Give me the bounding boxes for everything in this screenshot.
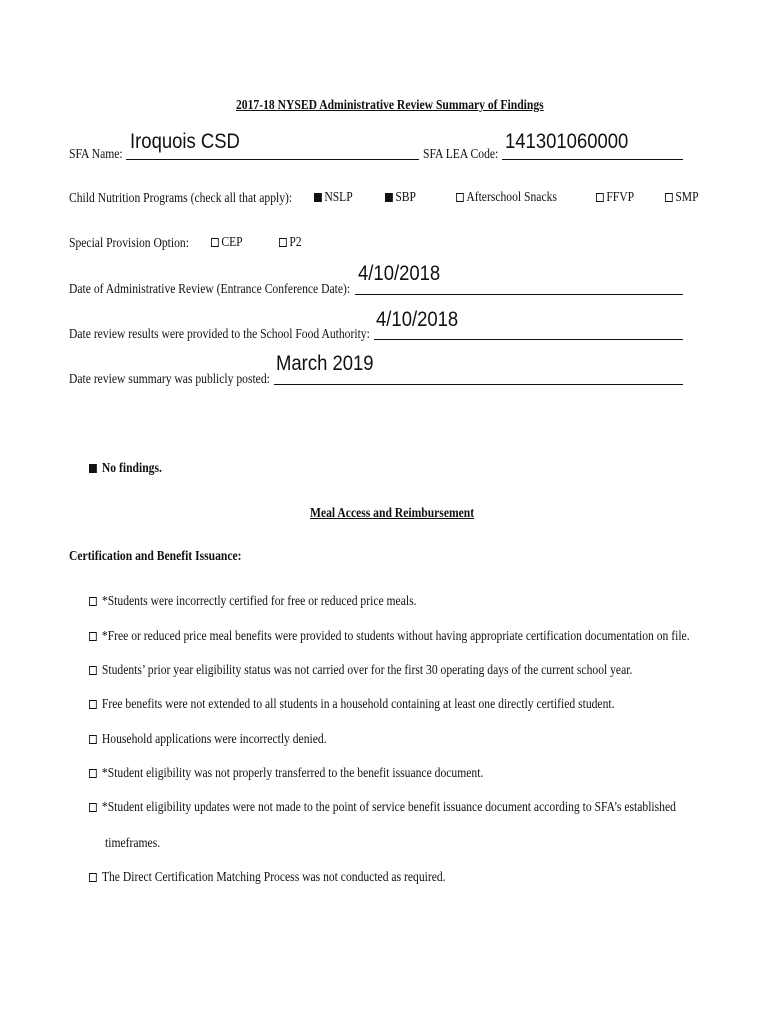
program-smp-checkbox[interactable]	[665, 189, 699, 205]
finding-item[interactable]	[89, 662, 632, 678]
checkbox-checked-icon	[385, 193, 393, 202]
finding-item[interactable]	[89, 731, 327, 747]
checkbox-empty-icon	[89, 803, 97, 812]
finding-item[interactable]	[89, 696, 615, 712]
finding-text: *Student eligibility updates were not made to the point of service benefit issuance document according to SFA’s established	[101, 799, 676, 814]
results-provided-date-underline	[374, 339, 683, 340]
checkbox-empty-icon	[89, 769, 97, 778]
posted-date-underline	[274, 384, 683, 385]
finding-text: Students’ prior year eligibility status was not carried over for the first 30 operating days of the current school year.	[101, 662, 633, 677]
sfa-name-field[interactable]: Iroquois CSD	[130, 130, 240, 153]
checkbox-empty-icon	[596, 193, 604, 202]
sfa-lea-code-underline	[502, 159, 683, 160]
finding-text: *Free or reduced price meal benefits were provided to students without having appropriate certification documentation on file.	[101, 628, 690, 643]
finding-text: *Students were incorrectly certified for free or reduced price meals.	[101, 593, 417, 608]
page-title: 2017-18 NYSED Administrative Review Summary of Findings	[236, 97, 544, 112]
checkbox-checked-icon	[314, 193, 322, 202]
finding-item[interactable]	[89, 869, 446, 885]
special-provision-p2-label: P2	[289, 234, 302, 249]
sfa-name-label: SFA Name:	[69, 146, 123, 161]
program-nslp-checkbox[interactable]	[314, 189, 353, 205]
special-provision-cep-checkbox[interactable]	[211, 234, 243, 250]
subsection-heading: Certification and Benefit Issuance:	[69, 548, 242, 563]
checkbox-empty-icon	[89, 632, 97, 641]
no-findings-label: No findings.	[101, 460, 162, 475]
finding-item[interactable]	[89, 799, 676, 815]
review-date-label: Date of Administrative Review (Entrance Conference Date):	[69, 281, 351, 296]
program-afterschool-snacks-label: Afterschool Snacks	[466, 189, 557, 204]
finding-text-continuation: timeframes.	[105, 835, 161, 850]
program-nslp-label: NSLP	[324, 189, 353, 204]
checkbox-empty-icon	[456, 193, 464, 202]
program-sbp-checkbox[interactable]	[385, 189, 416, 205]
finding-item[interactable]	[89, 765, 483, 781]
finding-text: Household applications were incorrectly denied.	[101, 731, 327, 746]
checkbox-checked-icon	[89, 464, 97, 473]
finding-text: The Direct Certification Matching Process was not conducted as required.	[101, 869, 446, 884]
posted-date-label: Date review summary was publicly posted:	[69, 371, 270, 386]
checkbox-empty-icon	[665, 193, 673, 202]
checkbox-empty-icon	[279, 238, 287, 247]
special-provision-cep-label: CEP	[221, 234, 243, 249]
checkbox-empty-icon	[89, 735, 97, 744]
finding-text: Free benefits were not extended to all students in a household containing at least one directly certified student.	[101, 696, 615, 711]
finding-item[interactable]	[89, 628, 690, 644]
sfa-lea-code-field[interactable]: 141301060000	[505, 130, 629, 153]
checkbox-empty-icon	[89, 597, 97, 606]
review-date-field[interactable]: 4/10/2018	[358, 262, 441, 285]
results-provided-date-label: Date review results were provided to the School Food Authority:	[69, 326, 370, 341]
checkbox-empty-icon	[89, 700, 97, 709]
no-findings-checkbox[interactable]	[89, 460, 162, 476]
section-heading: Meal Access and Reimbursement	[310, 505, 475, 520]
sfa-lea-code-label: SFA LEA Code:	[423, 146, 499, 161]
finding-text: *Student eligibility was not properly transferred to the benefit issuance document.	[101, 765, 484, 780]
checkbox-empty-icon	[211, 238, 219, 247]
review-date-underline	[355, 294, 683, 295]
special-provision-label: Special Provision Option:	[69, 235, 189, 250]
program-afterschool-snacks-checkbox[interactable]	[456, 189, 557, 205]
program-ffvp-label: FFVP	[606, 189, 635, 204]
program-ffvp-checkbox[interactable]	[596, 189, 634, 205]
results-provided-date-field[interactable]: 4/10/2018	[376, 308, 459, 331]
checkbox-empty-icon	[89, 873, 97, 882]
special-provision-p2-checkbox[interactable]	[279, 234, 302, 250]
programs-label: Child Nutrition Programs (check all that apply):	[69, 190, 293, 205]
posted-date-field[interactable]: March 2019	[276, 352, 374, 375]
program-sbp-label: SBP	[395, 189, 416, 204]
checkbox-empty-icon	[89, 666, 97, 675]
finding-item[interactable]	[89, 593, 417, 609]
sfa-name-underline	[126, 159, 419, 160]
program-smp-label: SMP	[675, 189, 699, 204]
